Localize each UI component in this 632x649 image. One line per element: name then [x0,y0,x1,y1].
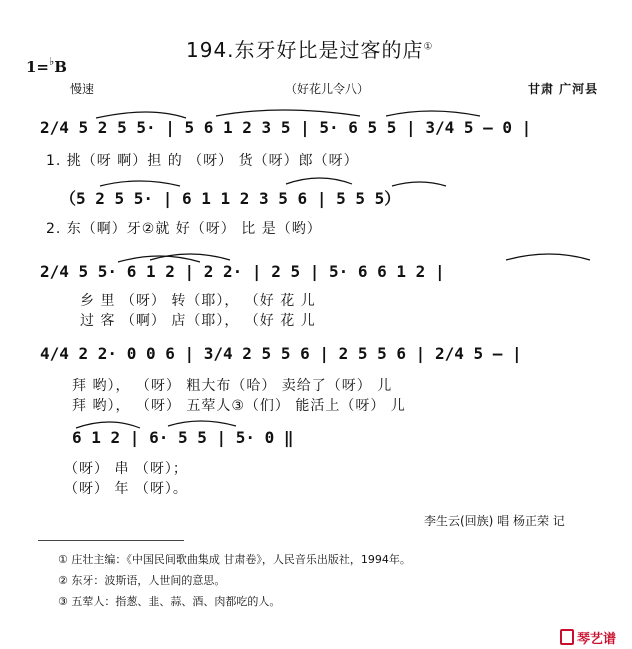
flat-sign: ♭ [49,55,55,68]
song-region: 甘肃 广河县 [528,82,599,96]
score-row-1-notes: 2/4 5 2 5 5· | 5 6 1 2 3 5 | 5· 6 5 5 | 3/4 5 – 0 | [40,118,532,137]
slur [118,256,200,262]
key-prefix: 1= [26,58,50,76]
slur [506,254,590,260]
title-footnote-mark: ① [423,41,434,53]
score-row-4-lyric-1: 拜 哟）， （呀） 粗大布（哈） 卖给了（呀） 儿 [72,378,393,394]
score-row-2-notes: （5 2 5 5· | 6 1 1 2 3 5 6 | 5 5 5） [60,189,401,208]
slur [386,111,480,116]
song-title-text: 194.东牙好比是过客的店 [186,38,424,62]
logo-text: 琴艺谱 [577,632,617,647]
key-note: B [54,58,67,76]
score-row-2-lyric: 2. 东（啊）牙②就 好（呀） 比 是（哟） [46,221,322,237]
watermark-logo [560,628,616,647]
footnote-3: ③ 五荤人：指葱、韭、蒜、酒、肉都吃的人。 [58,595,281,608]
footnote-1: ① 庄壮主编：《中国民间歌曲集成 甘肃卷》，人民音乐出版社，1994年。 [58,553,411,566]
slur [286,178,352,184]
song-subtitle: （好花儿令八） [285,82,370,96]
footnote-divider [38,540,184,541]
score-row-1-lyric: 1. 挑（呀 啊）担 的 （呀） 货（呀）郎（呀） [46,153,359,169]
footnote-2: ② 东牙：波斯语，人世间的意思。 [58,574,226,587]
performer-credit: 李生云(回族) 唱 杨正荣 记 [424,514,565,528]
score-row-3-notes: 2/4 5 5· 6 1 2 | 2 2· | 2 5 | 5· 6 6 1 2 | [40,262,445,281]
slur [76,422,140,428]
score-row-4-lyric-2: 拜 哟）， （呀） 五荤人③（们） 能活上（呀） 儿 [72,398,406,414]
score-row-4-notes: 4/4 2 2· 0 0 6 | 3/4 2 5 5 6 | 2 5 5 6 | 2/4 5 – | [40,344,522,363]
tempo-marking: 慢速 [70,82,95,96]
slur [392,182,446,186]
score-row-5-lyric-2: （呀） 年 （呀）。 [64,481,188,497]
slur [96,112,186,118]
score-row-5-lyric-1: （呀） 串 （呀）； [64,461,188,477]
slur [168,421,236,426]
slur [100,181,180,186]
logo-icon [560,629,574,645]
score-row-5-notes: 6 1 2 | 6· 5 5 | 5· 0 ‖ [72,428,294,447]
score-row-3-lyric-2: 过 客 （啊） 店（耶）， （好 花 儿 [80,313,316,329]
slur [216,110,360,116]
score-row-3-lyric-1: 乡 里 （呀） 转（耶）， （好 花 儿 [80,293,316,309]
